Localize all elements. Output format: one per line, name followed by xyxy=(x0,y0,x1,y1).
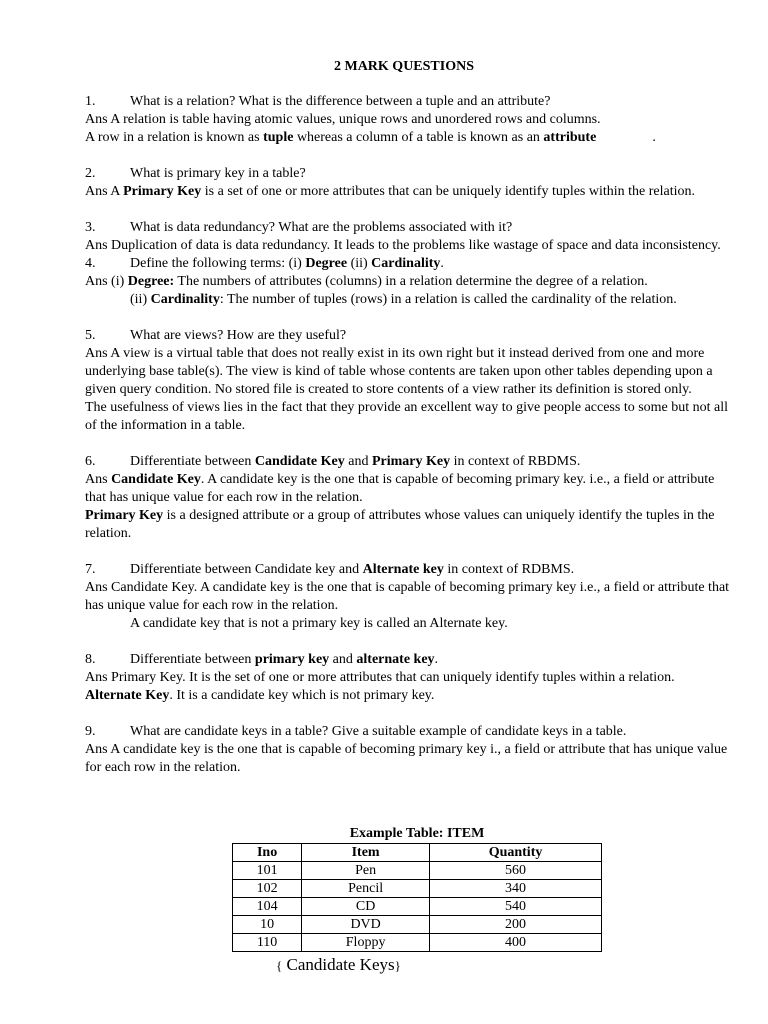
question-bold-term: alternate key xyxy=(356,652,435,667)
answer-text: Ans xyxy=(85,472,112,487)
answer-4-line-1 xyxy=(85,273,735,291)
question-number: 6. xyxy=(85,454,96,469)
table-row xyxy=(233,880,602,898)
question-number: 3. xyxy=(85,220,96,235)
question-label: Define the following terms: (i) xyxy=(130,256,306,271)
answer-9: Ans A candidate key is the one that is capable of becoming primary key i., a field or attribute that has unique value for each row in the relation. xyxy=(85,742,728,775)
question-label: What are candidate keys in a table? Give a suitable example of candidate keys in a table. xyxy=(130,724,627,739)
candidate-keys-text: Candidate Keys xyxy=(286,955,395,974)
question-number: 1. xyxy=(85,94,96,109)
question-bold-term: primary key xyxy=(254,652,330,667)
answer-1-line-1: Ans A relation is table having atomic values, unique rows and unordered rows and columns. xyxy=(85,112,601,127)
cell-ino: 10 xyxy=(233,916,302,934)
answer-bold-term: Alternate Key xyxy=(85,688,170,703)
page-title: 2 MARK QUESTIONS xyxy=(333,59,475,74)
table-header-row xyxy=(233,844,602,862)
question-list xyxy=(85,93,735,777)
question-label: and xyxy=(329,652,357,667)
answer-5-para-1: Ans A view is a virtual table that does not really exist in its own right but it instead derived from one and more underlying base table(s). The view is kind of table whose contents are taken upon other tables depending upon a given query condition. No stored file is created to store contents of a view rather its definition is stored only. xyxy=(85,346,713,397)
close-brace: } xyxy=(394,958,401,973)
question-number: 5. xyxy=(85,328,96,343)
answer-7-para-2: A candidate key that is not a primary key is called an Alternate key. xyxy=(130,616,508,631)
question-bold-term: Candidate Key xyxy=(254,454,345,469)
answer-bold-term: Primary Key xyxy=(85,508,164,523)
answer-3: Ans Duplication of data is data redundancy. It leads to the problems like wastage of space and data inconsistency. xyxy=(85,238,721,253)
question-3 xyxy=(85,219,735,255)
answer-2 xyxy=(85,183,735,201)
table-row xyxy=(233,916,602,934)
answer-bold-term: Primary Key xyxy=(123,184,202,199)
question-number: 4. xyxy=(85,256,96,271)
question-label: Differentiate between Candidate key and xyxy=(130,562,363,577)
answer-bold-term: Cardinality xyxy=(150,292,220,307)
question-8-text xyxy=(85,651,735,669)
question-label: Differentiate between xyxy=(130,652,255,667)
question-3-text xyxy=(85,219,735,237)
answer-text: Ans A xyxy=(85,184,124,199)
cell-quantity: 340 xyxy=(430,880,602,898)
cell-quantity: 540 xyxy=(430,898,602,916)
answer-8-line-2 xyxy=(85,687,735,705)
question-5 xyxy=(85,327,735,435)
question-number: 9. xyxy=(85,724,96,739)
answer-bold-term: Degree: xyxy=(127,274,175,289)
question-bold-term: Cardinality xyxy=(371,256,441,271)
question-2 xyxy=(85,165,735,201)
question-label: . xyxy=(440,256,444,271)
answer-text: Ans (i) xyxy=(85,274,128,289)
answer-7-para-1: Ans Candidate Key. A candidate key is the one that is capable of becoming primary key i.e., a field or attribute that has unique value for each row in the relation. xyxy=(85,580,730,613)
answer-5-para-2: The usefulness of views lies in the fact that they provide an excellent way to give people access to some but not all of the information in a table. xyxy=(85,400,729,433)
table-row xyxy=(233,898,602,916)
header-quantity: Quantity xyxy=(430,844,602,862)
question-number: 2. xyxy=(85,166,96,181)
question-bold-term: Degree xyxy=(305,256,348,271)
question-label: What is primary key in a table? xyxy=(130,166,306,181)
answer-bold-term: tuple xyxy=(263,130,294,145)
answer-text: . A candidate key is the one that is capable of becoming primary key. i.e., a field or attribute that has unique value for each row in the relation. xyxy=(85,472,715,505)
answer-text: The numbers of attributes (columns) in a relation determine the degree of a relation. xyxy=(174,274,648,289)
cell-item: CD xyxy=(302,898,430,916)
cell-quantity: 560 xyxy=(430,862,602,880)
header-ino: Ino xyxy=(233,844,302,862)
answer-text: : The number of tuples (rows) in a relation is called the cardinality of the relation. xyxy=(219,292,677,307)
answer-text: . It is a candidate key which is not primary key. xyxy=(169,688,435,703)
answer-text: . xyxy=(652,130,656,145)
answer-bold-term: Candidate Key xyxy=(111,472,201,487)
question-label: in context of RDBMS. xyxy=(443,562,575,577)
question-6-text xyxy=(85,453,735,471)
question-6 xyxy=(85,453,735,543)
answer-text: is a set of one or more attributes that can be uniquely identify tuples within the relation. xyxy=(201,184,696,199)
question-label: and xyxy=(344,454,372,469)
header-item: Item xyxy=(302,844,430,862)
answer-6-para-2 xyxy=(85,507,735,543)
question-4-text xyxy=(85,255,735,273)
cell-ino: 101 xyxy=(233,862,302,880)
example-item-table xyxy=(232,843,602,952)
table-row xyxy=(233,934,602,952)
question-label: . xyxy=(434,652,439,667)
question-label: in context of RBDMS. xyxy=(450,454,581,469)
answer-6-para-1 xyxy=(85,471,735,507)
cell-ino: 110 xyxy=(233,934,302,952)
answer-text: (ii) xyxy=(130,292,151,307)
answer-text: whereas a column of a table is known as an xyxy=(293,130,544,145)
question-7 xyxy=(85,561,735,633)
cell-quantity: 200 xyxy=(430,916,602,934)
cell-ino: 104 xyxy=(233,898,302,916)
question-8 xyxy=(85,651,735,705)
cell-item: Floppy xyxy=(302,934,430,952)
question-label: (ii) xyxy=(347,256,372,271)
question-bold-term: Primary Key xyxy=(371,454,451,469)
table-caption: Example Table: ITEM xyxy=(349,826,485,841)
open-brace: { xyxy=(276,958,283,973)
answer-text: A row in a relation is known as xyxy=(85,130,264,145)
question-5-text xyxy=(85,327,735,345)
question-2-text xyxy=(85,165,735,183)
question-number: 7. xyxy=(85,562,96,577)
answer-text: is a designed attribute or a group of attributes whose values can uniquely identify the tuples in the relation. xyxy=(85,508,715,541)
cell-item: Pencil xyxy=(302,880,430,898)
question-label: What are views? How are they useful? xyxy=(130,328,347,343)
answer-8-line-1: Ans Primary Key. It is the set of one or more attributes that can uniquely identify tuples within a relation. xyxy=(85,670,675,685)
question-9 xyxy=(85,723,735,777)
question-7-text xyxy=(85,561,735,579)
candidate-keys-label xyxy=(276,956,401,975)
question-bold-term: Alternate key xyxy=(362,562,444,577)
table-row xyxy=(233,862,602,880)
question-label: What is data redundancy? What are the problems associated with it? xyxy=(130,220,513,235)
question-1-text xyxy=(85,93,735,111)
answer-4-line-2 xyxy=(85,291,735,309)
question-4 xyxy=(85,255,735,309)
question-1 xyxy=(85,93,735,147)
answer-1-line-2 xyxy=(85,129,735,147)
answer-bold-term: attribute xyxy=(543,130,597,145)
question-label: What is a relation? What is the difference between a tuple and an attribute? xyxy=(130,94,551,109)
question-number: 8. xyxy=(85,652,96,667)
cell-ino: 102 xyxy=(233,880,302,898)
question-9-text xyxy=(85,723,735,741)
cell-item: DVD xyxy=(302,916,430,934)
question-label: Differentiate between xyxy=(130,454,255,469)
cell-item: Pen xyxy=(302,862,430,880)
cell-quantity: 400 xyxy=(430,934,602,952)
